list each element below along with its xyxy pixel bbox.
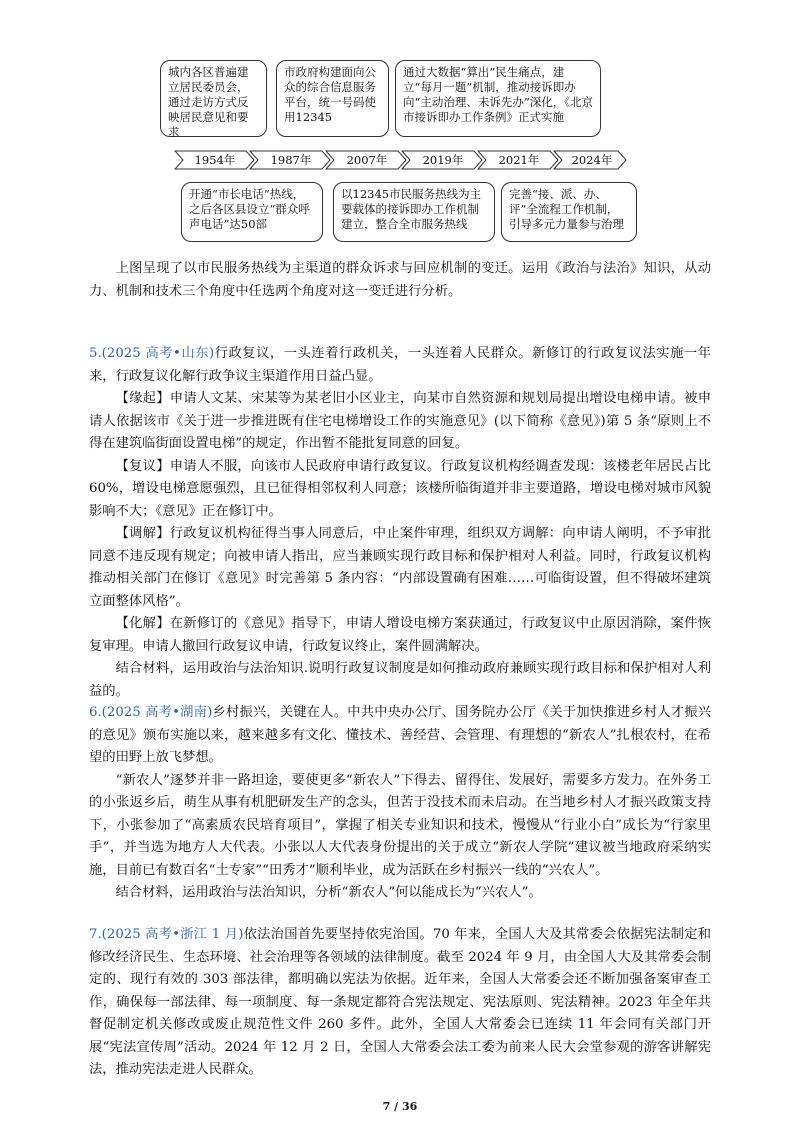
year-2019: 2019年 (422, 153, 464, 167)
q6-head: 6.(2025 高考•湖南) (89, 705, 213, 720)
year-1954: 1954年 (194, 153, 236, 167)
timeline-box-1987: 开通“市长电话”热线，之后各区县设立“群众呼声电话”达50部 (181, 182, 323, 242)
q5-para-1: 【缘起】申请人文某、宋某等为某老旧小区业主，向某市自然资源和规划局提出增设电梯申请。被申请人依据该市《关于进一步推进既有住宅电梯增设工作的实施意见》(以下简称《意见》)第 5 条“原则上不得在建筑临街面设置电梯”的规定，作出暂不能批复同意的回复。 (89, 391, 711, 451)
q7-head: 7.(2025 高考•浙江 1 月) (89, 927, 244, 942)
page-number: 7 / 36 (382, 1100, 418, 1113)
question-6 (89, 702, 711, 905)
q7-intro-text: 依法治国首先要坚持依宪治国。70 年来，全国人大及其常委会依据宪法制定和修改经济民生、生态环境、社会治理等各领域的法律制度。截至 2024 年 9 月，由全国人大及其常委会制定的、现行有效的 303 部法律，都明确以宪法为依据。近年来，全国人大常委会还不断加强备案审查工作，确保每一部法律、每一项制度、每一条规定都符合宪法规定、宪法原则、宪法精神。2023 年全年共督促制定机关修改或废止规范性文件 260 多件。此外，全国人大常委会已连续 11 年会同有关部门开展“宪法宣传周”活动。2024 年 12 月 2 日，全国人大常委会法工委为前来人民大会堂参观的游客讲解宪法，推动宪法走进人民群众。 (89, 927, 711, 1077)
timeline-box-2007: 市政府构建面向公众的综合信息服务平台，统一号码使用12345 (276, 60, 389, 137)
year-2024: 2024年 (571, 153, 613, 167)
q5-para-3: 【调解】行政复议机构征得当事人同意后，中止案件审理，组织双方调解：向申请人阐明，不予审批同意不违反现有规定；向被申请人指出，应当兼顾实现行政目标和保护相对人利益。同时，行政复议机构推动相关部门在修订《意见》时完善第 5 条内容：“内部设置确有困难……可临街设置，但不得破坏建筑立面整体风格”。 (89, 526, 711, 609)
question-7 (89, 924, 711, 1082)
q5-head: 5.(2025 高考•山东) (89, 346, 215, 361)
q5-intro (89, 343, 711, 388)
q6-para-1: “新农人”逐梦并非一路坦途，要使更多“新农人”下得去、留得住、发展好，需要多方发力。在外务工的小张返乡后，萌生从事有机肥研发生产的念头，但苦于没技术而未启动。在当地乡村人才振兴政策支持下，小张参加了“高素质农民培育项目”，掌握了相关专业知识和技术，慢慢从“行业小白”成长为“行家里手”，并当选为地方人大代表。小张以人大代表身份提出的关于成立“新农人学院”建议被当地政府采纳实施，目前已有数百名“土专家”“田秀才”顺利毕业，成为活跃在乡村振兴一线的“兴农人”。 (89, 772, 711, 878)
q5-para-4: 【化解】在新修订的《意见》指导下，申请人增设电梯方案获通过，行政复议中止原因消除，案件恢复审理。申请人撤回行政复议申请，行政复议终止，案件圆满解决。 (89, 616, 711, 654)
q5-intro-text: 行政复议，一头连着行政机关，一头连着人民群众。新修订的行政复议法实施一年来，行政复议化解行政争议主渠道作用日益凸显。 (89, 346, 711, 384)
year-1987: 1987年 (270, 153, 312, 167)
q7-intro (89, 924, 711, 1082)
timeline-arrow-bar (174, 150, 628, 170)
q4-prompt-text: 上图呈现了以市民服务热线为主渠道的群众诉求与回应机制的变迁。运用《政治与法治》知识，从动力、机制和技术三个角度中任选两个角度对这一变迁进行分析。 (89, 261, 711, 299)
year-2021: 2021年 (498, 153, 540, 167)
q5-question: 结合材料，运用政治与法治知识.说明行政复议制度是如何推动政府兼顾实现行政目标和保护相对人利益的。 (89, 661, 711, 699)
q5-para-2: 【复议】申请人不服，向该市人民政府申请行政复议。行政复议机构经调查发现：该楼老年居民占比 60%，增设电梯意愿强烈，且已征得相邻权利人同意；该楼所临街道并非主要道路，增设电梯对城市风貌影响不大；《意见》正在修订中。 (89, 458, 711, 519)
q4-prompt (89, 258, 711, 303)
timeline-box-2019: 以12345市民服务热线为主要载体的接诉即办工作机制建立，整合全市服务热线 (333, 182, 495, 242)
q6-question: 结合材料，运用政治与法治知识，分析“新农人”何以能成长为“兴农人”。 (115, 885, 542, 900)
timeline-box-2021: 通过大数据“算出”民生痛点，建立“每月一题”机制，推动接诉即办向“主动治理、未诉先办”深化，《北京市接诉即办工作条例》正式实施 (395, 60, 601, 137)
q6-intro (89, 702, 711, 770)
q6-intro-text: 乡村振兴，关键在人。中共中央办公厅、国务院办公厅《关于加快推进乡村人才振兴的意见》颁布实施以来，越来越多有文化、懂技术、善经营、会管理、有理想的“新农人”扎根农村，在希望的田野上放飞梦想。 (89, 705, 711, 765)
year-2007: 2007年 (346, 153, 388, 167)
timeline-box-1954: 城内各区普遍建立居民委员会，通过走访方式反映居民意见和要求 (160, 60, 267, 137)
timeline-box-2024: 完善“接、派、办、评”全流程工作机制，引导多元力量参与治理 (501, 182, 637, 242)
question-5 (89, 343, 711, 703)
